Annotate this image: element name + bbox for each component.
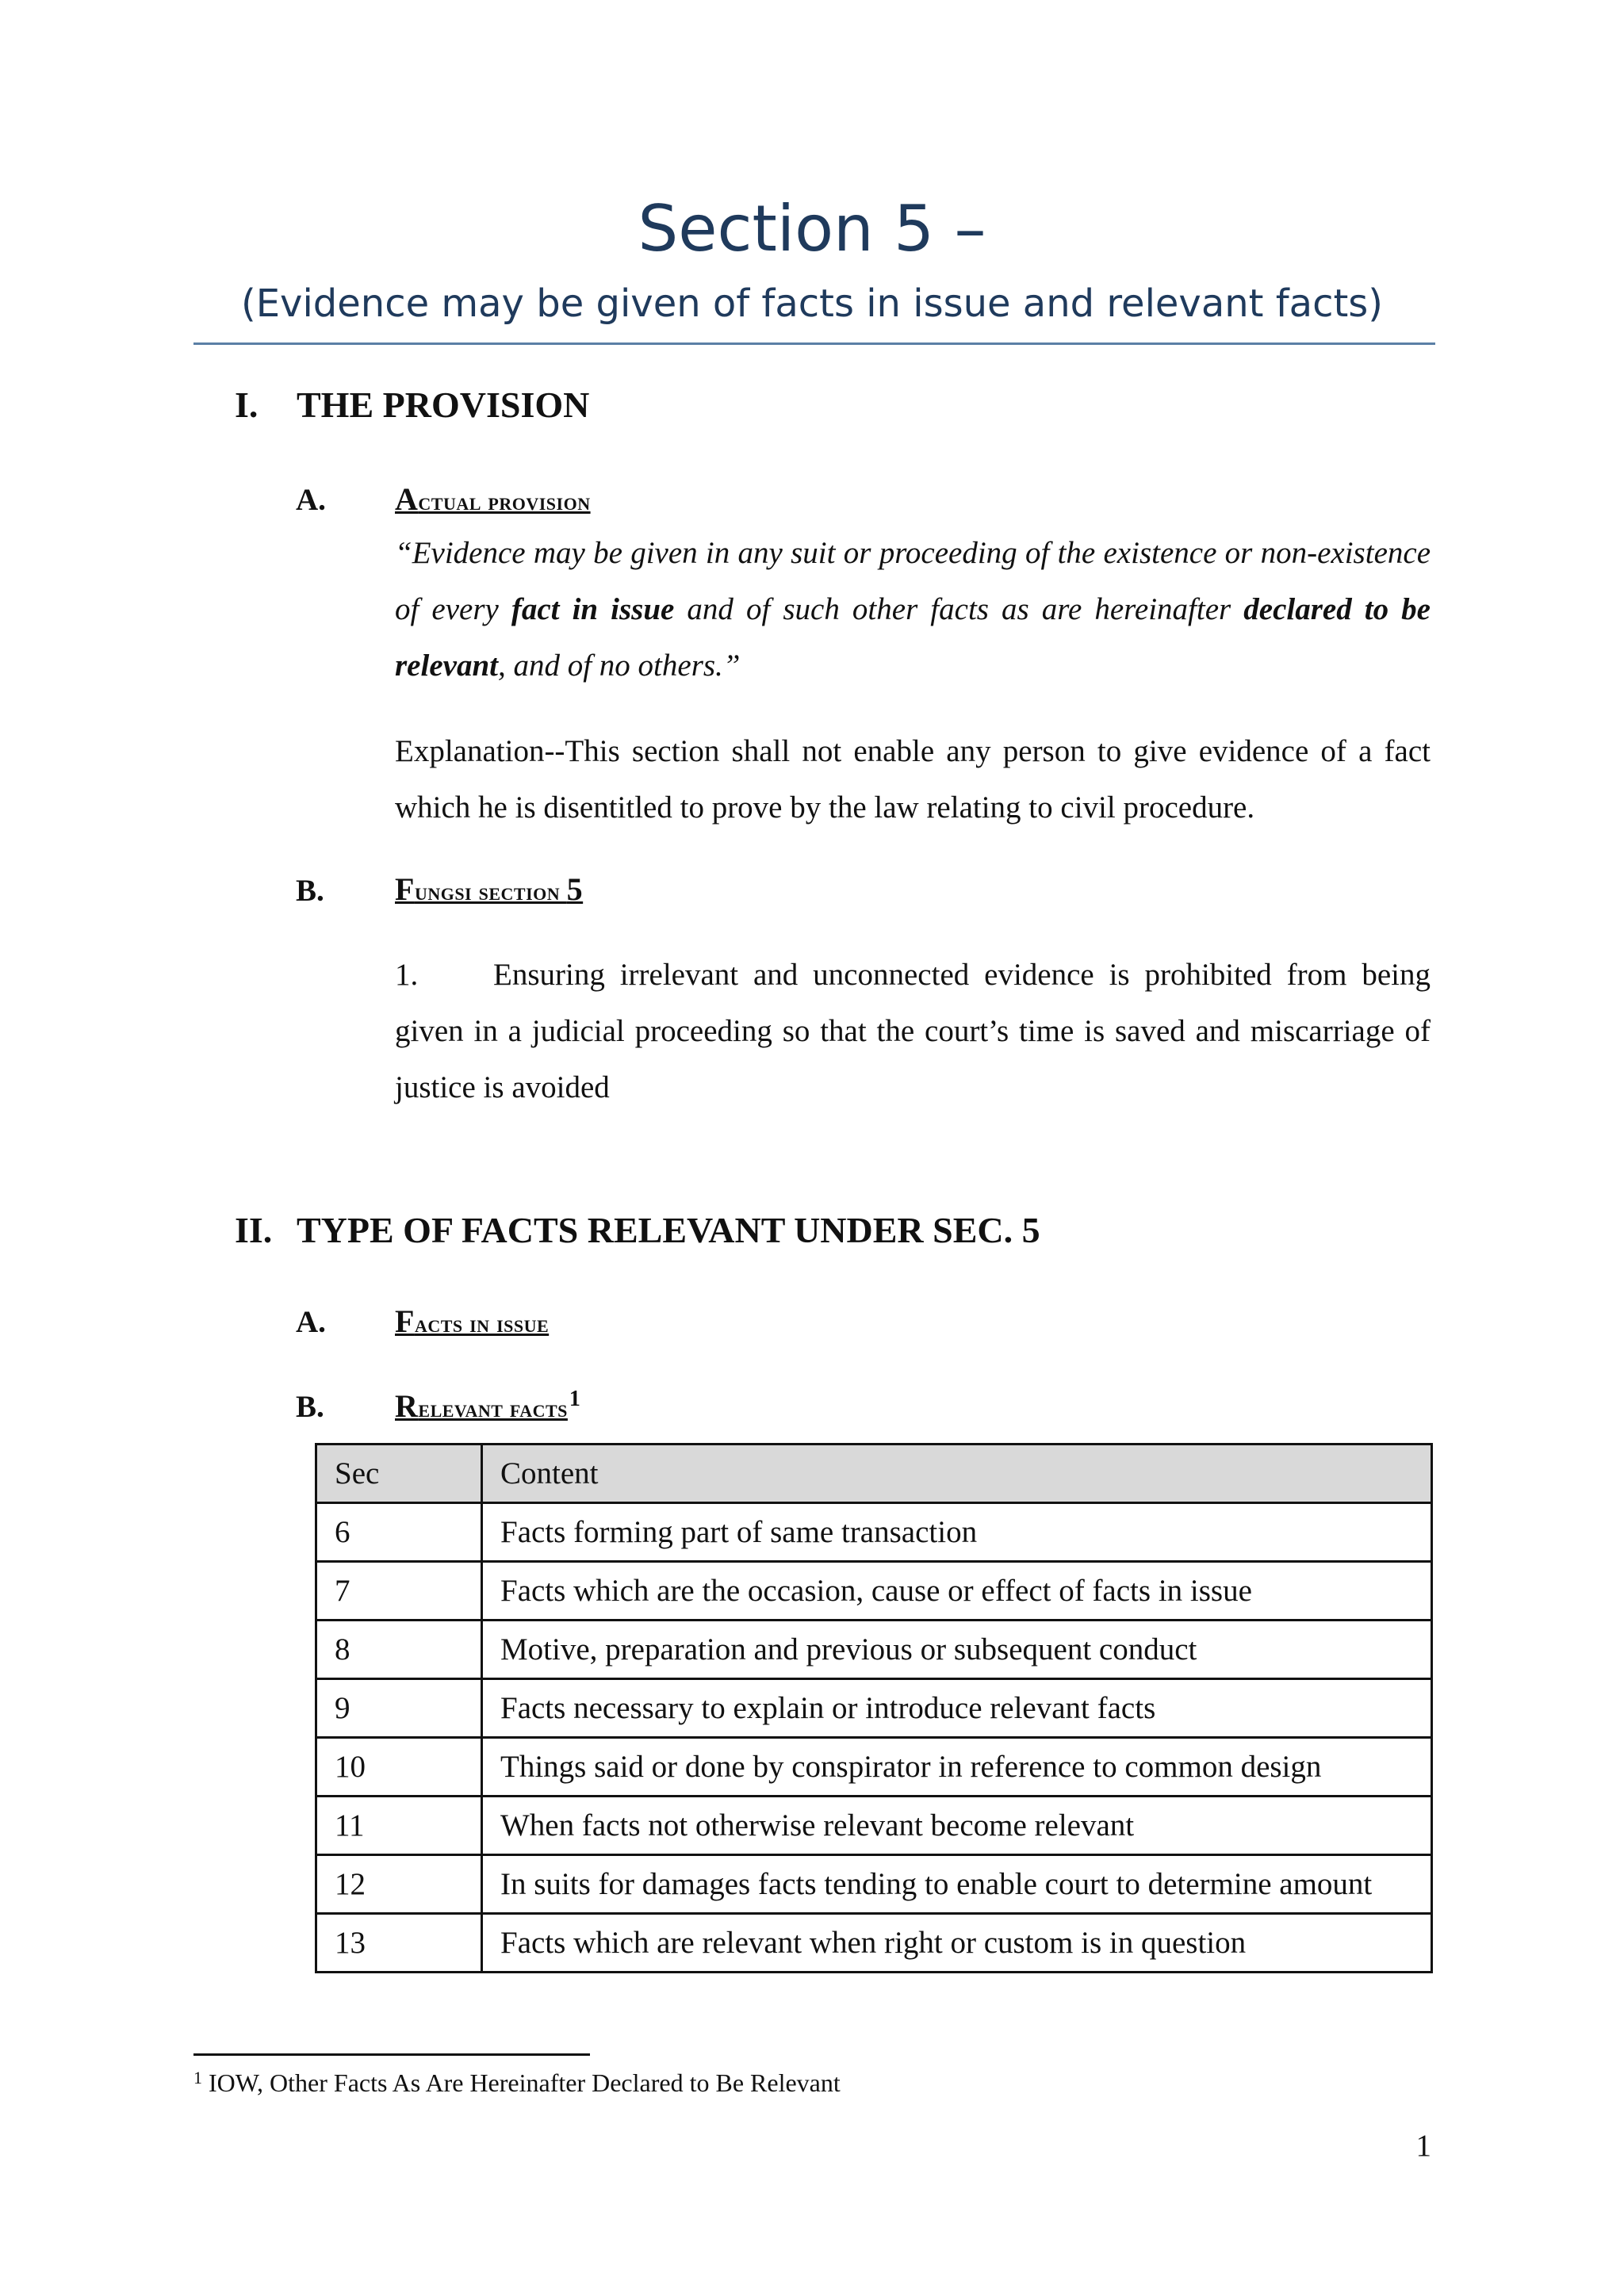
table-cell-sec: 12 (316, 1855, 482, 1914)
actual-provision-quote: “Evidence may be given in any suit or proceeding of the existence or non-existence of every fact in issue and of such other facts as are hereinafter declared to be relevant, and of no others.” (395, 536, 1431, 683)
table-cell-sec: 11 (316, 1797, 482, 1855)
table-cell-sec: 9 (316, 1679, 482, 1738)
table-row (316, 1797, 1432, 1855)
subsection-2a-letter: A. (296, 1305, 326, 1339)
subsection-2b-title: Relevant facts$^1$ (395, 1387, 581, 1424)
table-row (316, 1503, 1432, 1562)
subsection-1b-title: Fungsi section 5 (395, 871, 584, 907)
table-cell-content: When facts not otherwise relevant become relevant (482, 1797, 1432, 1855)
table-cell-content: Things said or done by conspirator in reference to common design (482, 1738, 1432, 1797)
table-cell-sec: 10 (316, 1738, 482, 1797)
table-row (316, 1855, 1432, 1914)
table-cell-sec: 6 (316, 1503, 482, 1562)
section-1-title: THE PROVISION (297, 385, 590, 425)
footnote-reference: 1 (569, 1387, 581, 1411)
explanation-paragraph: Explanation--This section shall not enable any person to give evidence of a fact which he is disentitled to prove by the law relating to civil procedure. (395, 734, 1431, 825)
fungsi-item-1 (395, 947, 1431, 1115)
fungsi-item-text: Ensuring irrelevant and unconnected evidence is prohibited from being given in a judicial proceeding so that the court’s time is saved and miscarriage of justice is avoided (395, 958, 1431, 1104)
table-cell-content: In suits for damages facts tending to enable court to determine amount (482, 1855, 1432, 1914)
table-cell-content: Facts which are relevant when right or custom is in question (482, 1914, 1432, 1973)
subsection-2a-title: Facts in issue (395, 1303, 550, 1339)
subsection-1a-title: Actual provision (395, 481, 591, 517)
footnote-number: 1 (193, 2068, 202, 2087)
fungsi-item-number: 1. (395, 958, 419, 992)
page-number: 1 (1415, 2129, 1431, 2163)
table-cell-sec: 7 (316, 1562, 482, 1621)
title-divider (193, 342, 1435, 345)
section-2-title: TYPE OF FACTS RELEVANT UNDER SEC. 5 (297, 1210, 1040, 1250)
section-1-number: I. (235, 385, 259, 425)
table-cell-content: Motive, preparation and previous or subsequent conduct (482, 1621, 1432, 1679)
table-row (316, 1621, 1432, 1679)
table-header-cell: Sec (316, 1445, 482, 1503)
table-cell-content: Facts which are the occasion, cause or effect of facts in issue (482, 1562, 1432, 1621)
section-2-number: II. (235, 1210, 273, 1250)
table-row (316, 1914, 1432, 1973)
relevant-facts-table (315, 1443, 1433, 1973)
table-row (316, 1738, 1432, 1797)
table-cell-sec: 13 (316, 1914, 482, 1973)
page-title: Section 5 – (638, 192, 986, 266)
subsection-1b-letter: B. (296, 874, 324, 908)
footnote-divider (193, 2053, 590, 2056)
page-subtitle: (Evidence may be given of facts in issue and relevant facts) (240, 281, 1384, 326)
footnote-text: IOW, Other Facts As Are Hereinafter Declared to Be Relevant (209, 2068, 841, 2097)
table-cell-content: Facts necessary to explain or introduce relevant facts (482, 1679, 1432, 1738)
table-row (316, 1562, 1432, 1621)
table-row (316, 1679, 1432, 1738)
subsection-1a-letter: A. (296, 483, 326, 517)
table-header-row (316, 1445, 1432, 1503)
table-cell-content: Facts forming part of same transaction (482, 1503, 1432, 1562)
table-cell-sec: 8 (316, 1621, 482, 1679)
footnote (193, 2068, 841, 2098)
subsection-2b-letter: B. (296, 1390, 324, 1424)
table-header-cell: Content (482, 1445, 1432, 1503)
